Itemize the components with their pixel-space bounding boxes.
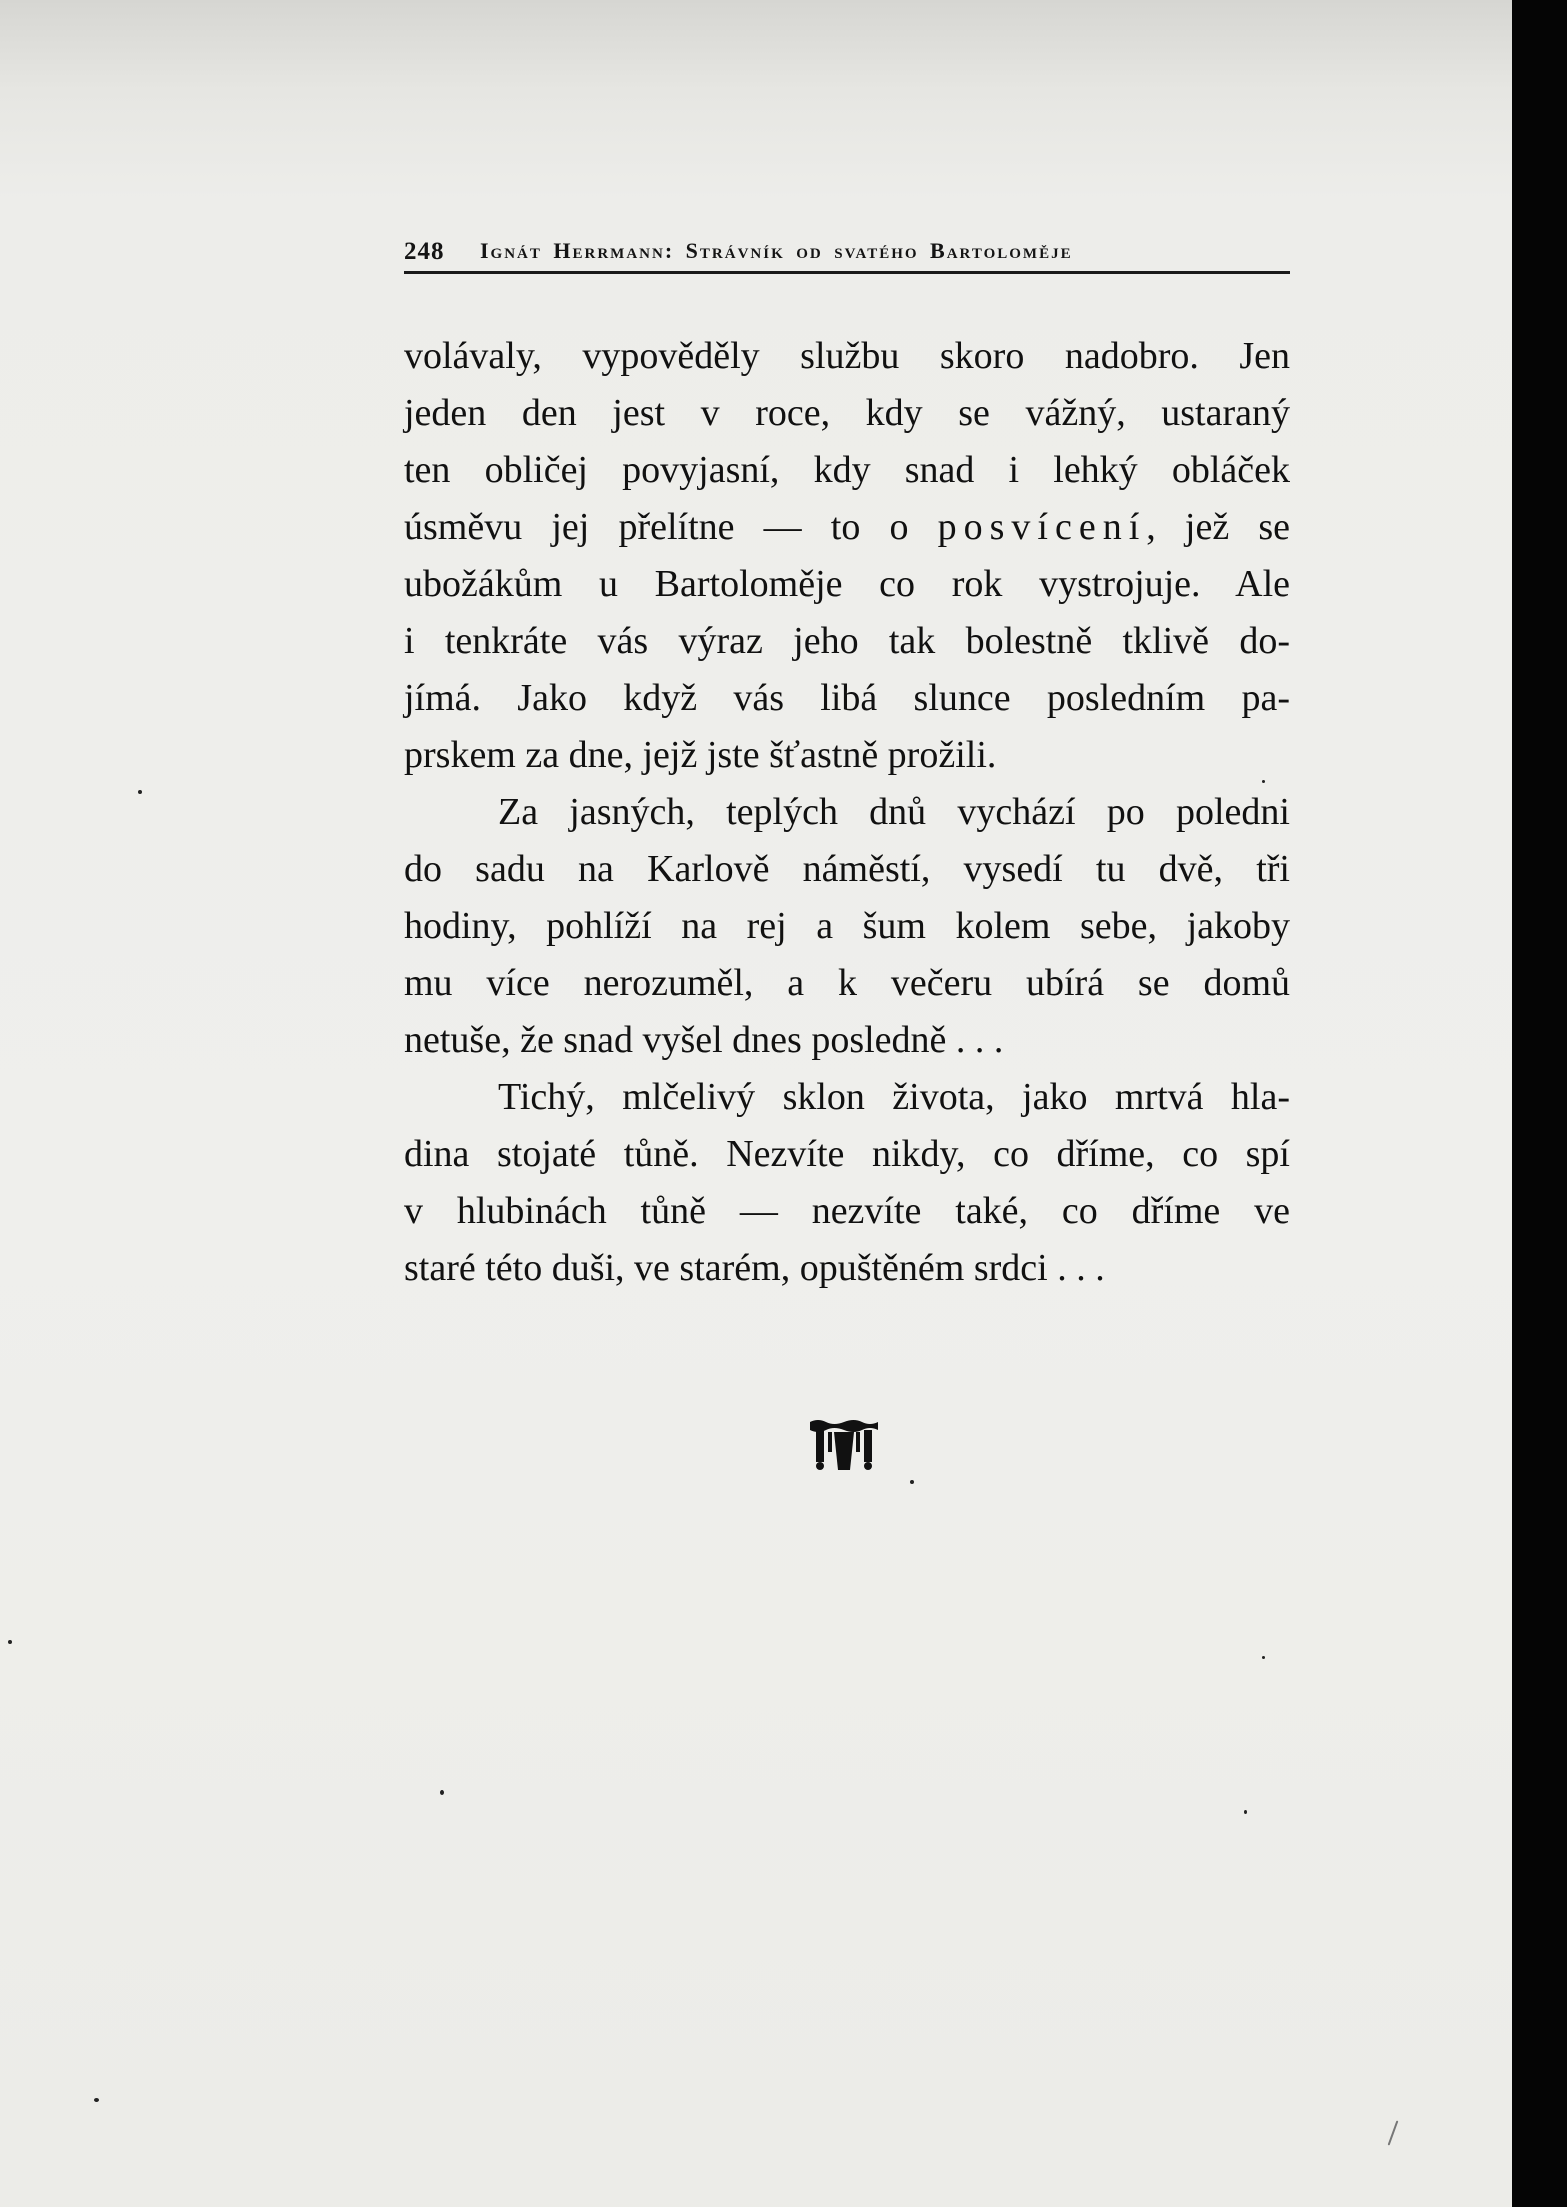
scan-speck [94,2098,99,2102]
scan-speck [1388,2120,1399,2145]
text-line: jeden den jest v roce, kdy se vážný, ustaraný [404,392,1290,434]
scan-speck [1244,1810,1247,1814]
text-line: ten obličej povyjasní, kdy snad i lehký obláček [404,449,1290,491]
scan-speck [440,1790,444,1795]
text-line: staré této duši, ve starém, opuštěném srdci . . . [404,1247,1105,1289]
text-line: mu více nerozuměl, a k večeru ubírá se domů [404,962,1290,1004]
scan-border [1512,0,1567,2207]
scan-speck [8,1640,12,1644]
running-head: Ignát Herrmann: Strávník od svatého Bartoloměje [480,238,1073,263]
text-line: ubožákům u Bartoloměje co rok vystrojuje. Ale [404,563,1290,605]
tailpiece-ornament-icon [808,1416,880,1472]
spaced-word: posvícení [937,506,1147,548]
text-line: jímá. Jako když vás libá slunce posledním pa- [404,677,1290,719]
text-line: netuše, že snad vyšel dnes posledně . . . [404,1019,1004,1061]
page-number: 248 [404,238,445,265]
text-segment: , jež se [1146,506,1290,548]
text-line: do sadu na Karlově náměstí, vysedí tu dvě, tři [404,848,1290,890]
scan-speck [1262,780,1265,783]
scan-speck [910,1480,914,1484]
scan-speck [1262,1656,1265,1659]
text-line [404,499,1290,556]
text-line: volávaly, vypověděly službu skoro nadobro. Jen [404,335,1290,377]
text-segment: úsměvu jej přelítne — to o [404,506,938,548]
text-line: v hlubinách tůně — nezvíte také, co dříme ve [404,1190,1290,1232]
body-text [404,328,1290,1297]
text-line: Tichý, mlčelivý sklon života, jako mrtvá hla- [498,1076,1290,1118]
page-header [404,232,1290,272]
text-line: Za jasných, teplých dnů vychází po poledni [498,791,1290,833]
scan-speck [138,790,142,794]
text-line: prskem za dne, jejž jste šťastně prožili. [404,734,997,776]
text-line: dina stojaté tůně. Nezvíte nikdy, co dříme, co spí [404,1133,1290,1175]
header-rule [404,271,1290,274]
text-line: i tenkráte vás výraz jeho tak bolestně tklivě do- [404,620,1290,662]
text-line: hodiny, pohlíží na rej a šum kolem sebe, jakoby [404,905,1290,947]
